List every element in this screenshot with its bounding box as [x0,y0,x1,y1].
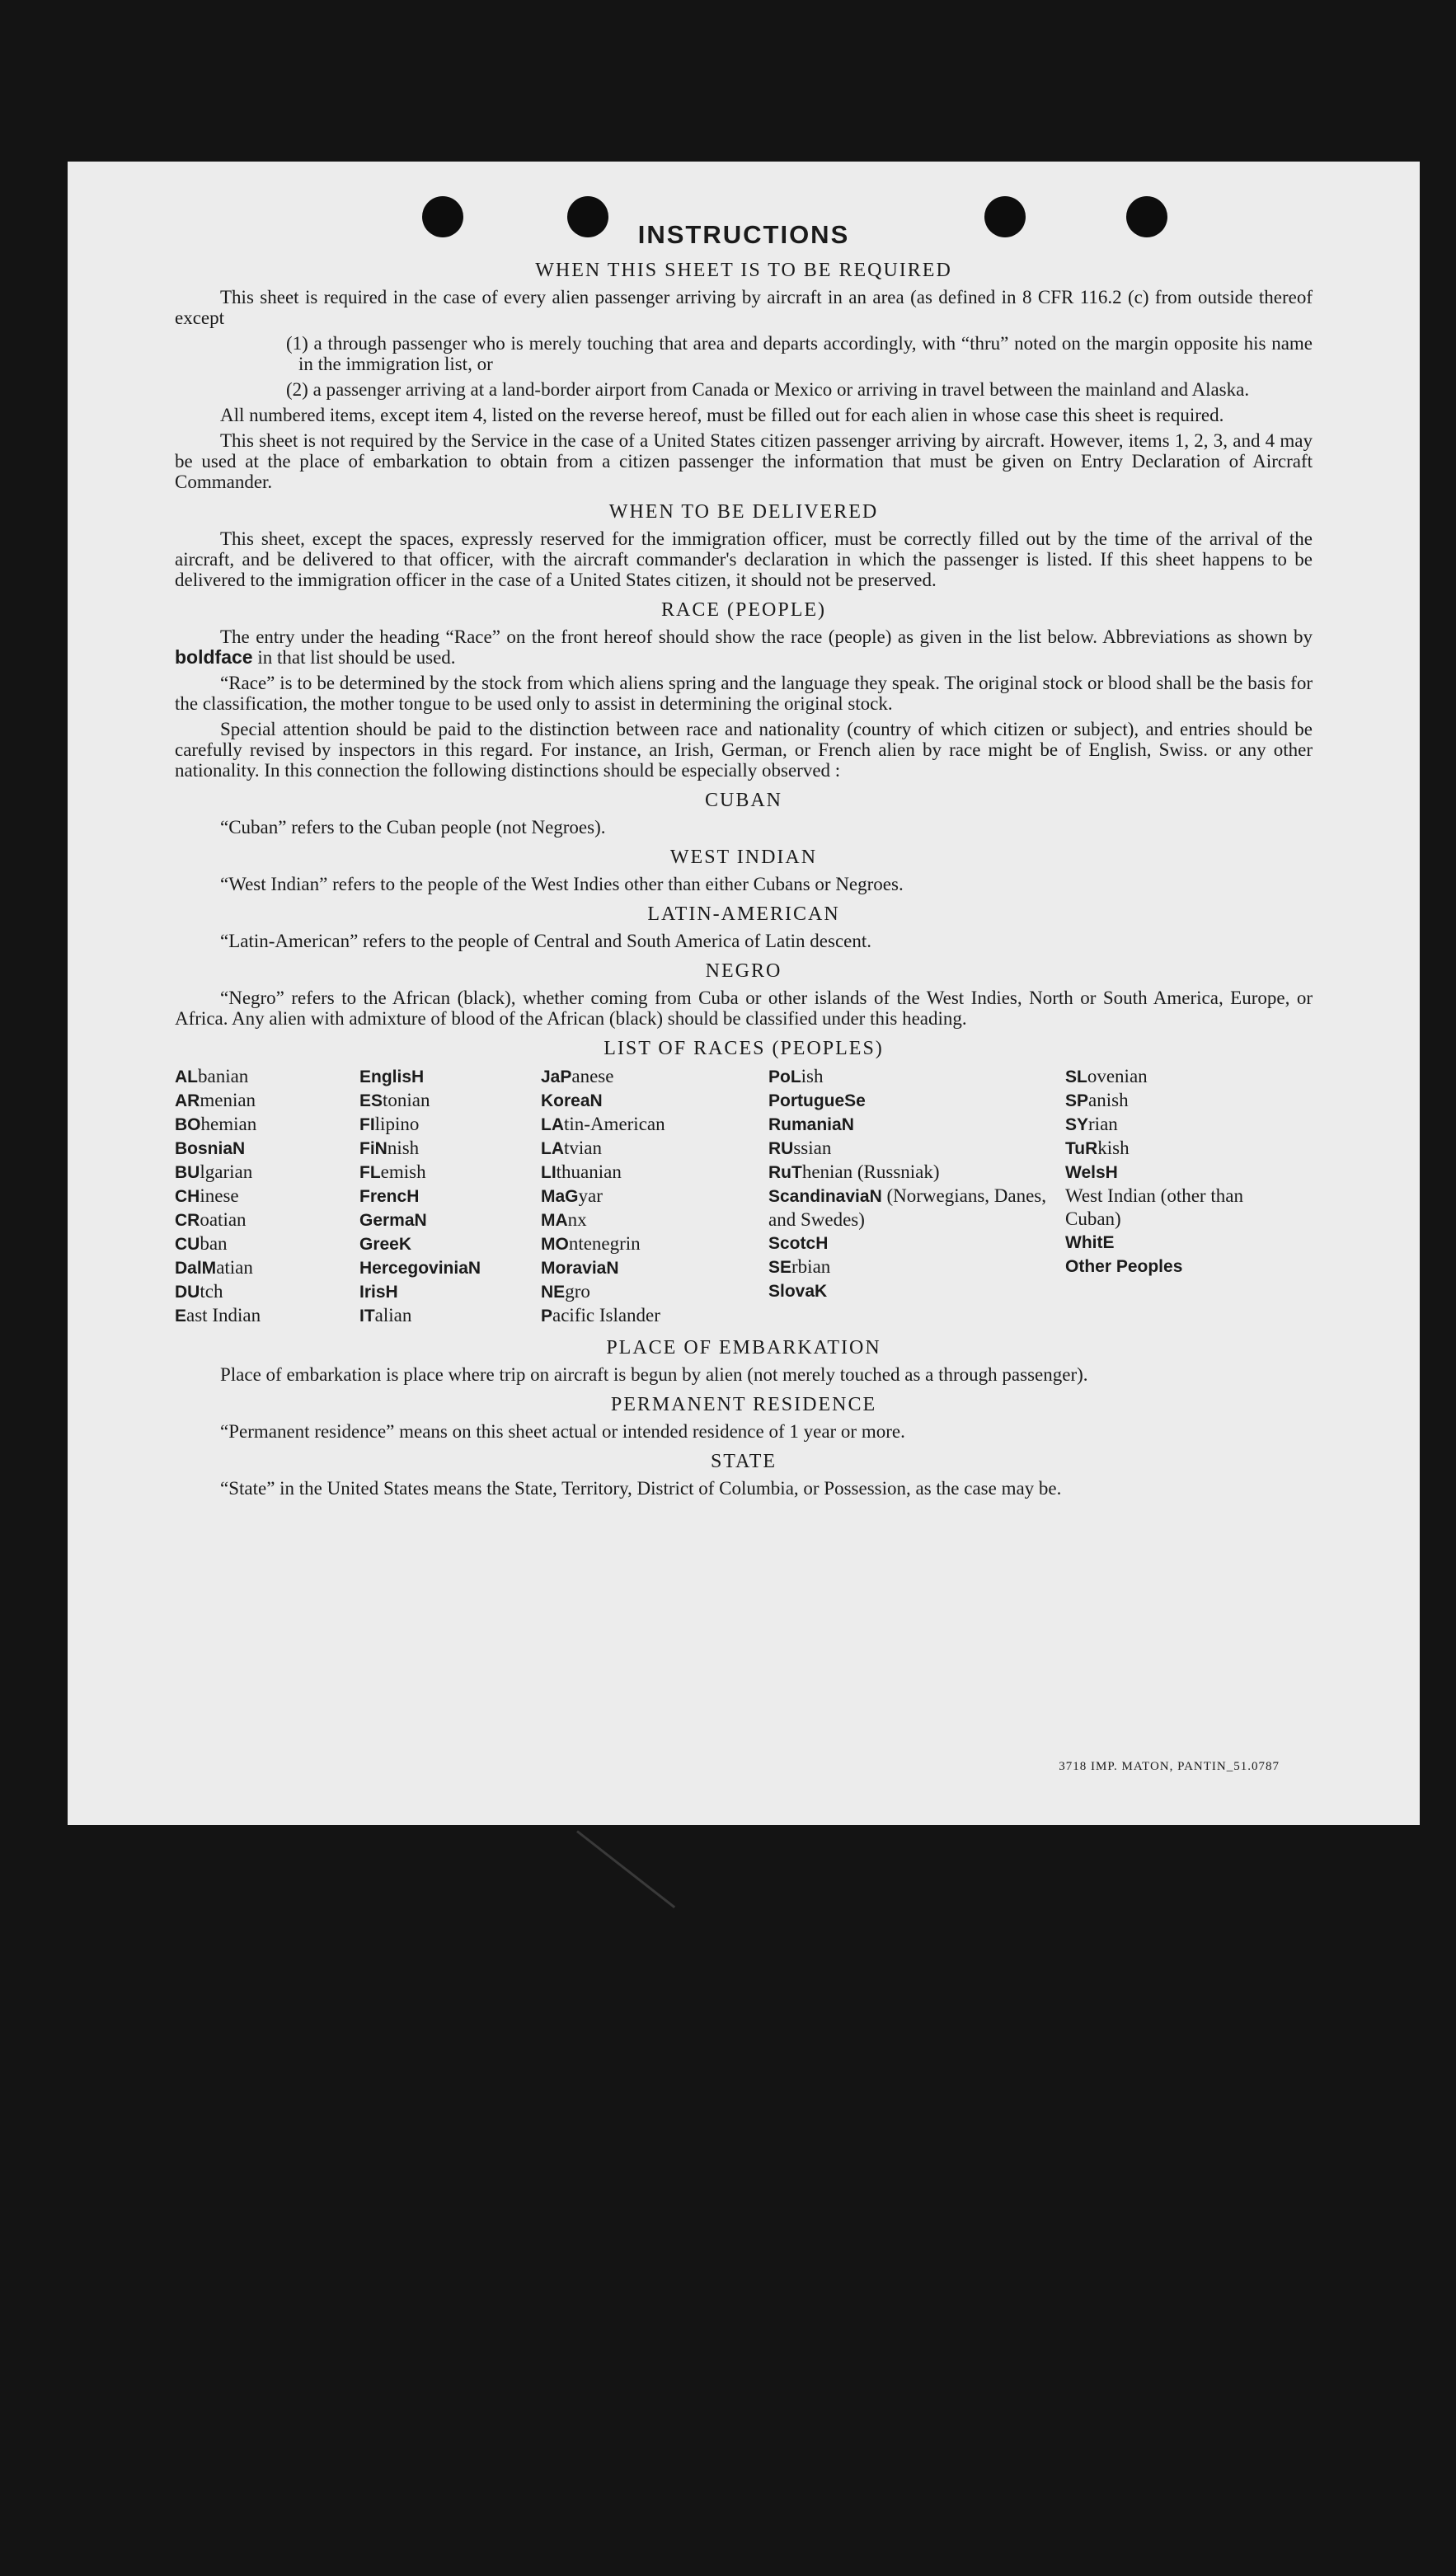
race-entry: JaPanese [541,1066,614,1086]
race-entry: HercegoviniaN [359,1259,481,1278]
race-entry: MoraviaN [541,1259,619,1278]
section-heading: PLACE OF EMBARKATION [606,1337,881,1358]
race-entry: EStonian [359,1090,430,1110]
race-entry: LIthuanian [541,1161,622,1182]
race-column [175,1065,359,1328]
boldface-term: boldface [175,646,253,668]
paragraph: This sheet is required in the case of every alien passenger arriving by aircraft in an area (as defined in 8 CFR 116.2 (c) from outside thereof except [175,287,1313,328]
paragraph: “Negro” refers to the African (black), whether coming from Cuba or other islands of the West Indies, North or South America, Europe, or Africa. Any alien with admixture of blood of the African (black) should be classified under this heading. [175,988,1313,1029]
race-entry: MOntenegrin [541,1233,641,1254]
instruction-sheet [68,162,1420,1825]
punch-hole [984,196,1026,237]
race-entry: IrisH [359,1283,398,1302]
race-entry: TuRkish [1065,1138,1130,1158]
section-heading: LIST OF RACES (PEOPLES) [604,1038,884,1059]
race-entry: ARmenian [175,1090,256,1110]
paragraph: “Permanent residence” means on this sheet actual or intended residence of 1 year or more. [220,1421,905,1442]
section-heading: LATIN-AMERICAN [647,903,840,925]
race-entry: FLemish [359,1161,426,1182]
paragraph: The entry under the heading “Race” on the front hereof should show the race (people) as given in the list below. Abbreviations as shown by boldface in that list should be used. [175,626,1313,668]
section-heading: PERMANENT RESIDENCE [610,1394,877,1415]
race-entry: BUlgarian [175,1161,253,1182]
race-entry: CUban [175,1233,228,1254]
race-column [541,1065,768,1328]
race-entry: GermaN [359,1211,427,1230]
race-entry: ITalian [359,1305,412,1326]
exception-clause: (1) a through passenger who is merely touching that area and departs accordingly, with “thru” noted on the margin opposite his name in the immigration list, or [286,333,1313,374]
race-entry: RumaniaN [768,1115,854,1134]
race-entry: PoLish [768,1066,824,1086]
race-entry: SlovaK [768,1282,828,1301]
film-scratch [576,1830,675,1908]
race-entry: West Indian (other than Cuban) [1065,1185,1243,1229]
paragraph: “State” in the United States means the State, Territory, District of Columbia, or Possession, as the case may be. [220,1478,1062,1499]
race-entry: GreeK [359,1235,412,1254]
paragraph: This sheet, except the spaces, expressly reserved for the immigration officer, must be correctly filled out by the time of the arrival of the aircraft, and be delivered to that officer, with the aircraft commander's declaration in which the passenger is listed. If this sheet happens to be delivered to the immigration officer in the case of a United States citizen, it should not be preserved. [175,528,1313,590]
section-heading: NEGRO [705,960,782,982]
race-entry: KoreaN [541,1091,603,1110]
paragraph: Place of embarkation is place where trip on aircraft is begun by alien (not merely touched as a through passenger). [220,1364,1088,1385]
section-heading: WHEN THIS SHEET IS TO BE REQUIRED [535,260,952,281]
punch-hole [1126,196,1167,237]
race-entry: WhitE [1065,1233,1115,1252]
exception-clause: (2) a passenger arriving at a land-border airport from Canada or Mexico or arriving in travel between the mainland and Alaska. [286,379,1250,400]
paragraph: “Cuban” refers to the Cuban people (not Negroes). [220,817,606,838]
section-heading: WEST INDIAN [669,847,818,868]
race-entry: BosniaN [175,1139,246,1158]
section-heading: CUBAN [704,790,782,811]
race-entry: FIlipino [359,1114,420,1134]
race-entry: MAnx [541,1209,587,1230]
race-entry: ALbanian [175,1066,249,1086]
race-column [359,1065,541,1328]
race-entry: SErbian [768,1256,831,1277]
race-entry: CHinese [175,1185,239,1206]
race-entry: SPanish [1065,1090,1129,1110]
race-entry: MaGyar [541,1185,603,1206]
race-entry: BOhemian [175,1114,257,1134]
print-code: 3718 IMP. MATON, PANTIN_51.0787 [1059,1760,1280,1773]
race-entry: FiNnish [359,1138,420,1158]
race-entry: NEgro [541,1281,590,1302]
race-entry: WelsH [1065,1163,1118,1182]
paragraph: This sheet is not required by the Service in the case of a United States citizen passenger arriving by aircraft. However, items 1, 2, 3, and 4 may be used at the place of embarkation to obtain from a citizen passenger the information that must be given on Entry Declaration of Aircraft Commander. [175,430,1313,492]
race-entry: RuThenian (Russniak) [768,1161,940,1182]
section-heading: STATE [710,1451,777,1472]
punch-hole [567,196,608,237]
race-entry: EnglisH [359,1067,425,1086]
page-title: INSTRUCTIONS [637,220,850,249]
section-heading: RACE (PEOPLE) [661,599,826,621]
race-entry: FrencH [359,1187,420,1206]
paragraph: “West Indian” refers to the people of the West Indies other than either Cubans or Negroes. [220,874,904,894]
race-entry: East Indian [175,1305,261,1326]
race-column [1065,1065,1263,1328]
race-entry: SYrian [1065,1114,1118,1134]
race-list [175,1065,1313,1328]
race-entry: CRoatian [175,1209,247,1230]
race-entry: LAtin-American [541,1114,665,1134]
paragraph: All numbered items, except item 4, listed on the reverse hereof, must be filled out for each alien in whose case this sheet is required. [220,405,1224,425]
paragraph: “Race” is to be determined by the stock from which aliens spring and the language they speak. The original stock or blood shall be the basis for the classification, the mother tongue to be used only to assist in determining the original stock. [175,673,1313,714]
race-entry: RUssian [768,1138,832,1158]
race-entry: Pacific Islander [541,1305,660,1326]
paragraph: Special attention should be paid to the distinction between race and nationality (country of which citizen or subject), and entries should be carefully revised by inspectors in this regard. For instance, an Irish, German, or French alien by race might be of English, Swiss. or any other nationality. In this connection the following distinctions should be especially observed : [175,719,1313,781]
race-column [768,1065,1065,1328]
race-entry: DUtch [175,1281,223,1302]
race-entry: SLovenian [1065,1066,1148,1086]
race-entry: LAtvian [541,1138,602,1158]
race-entry: ScotcH [768,1234,829,1253]
punch-hole [422,196,463,237]
race-entry: Other Peoples [1065,1257,1183,1276]
race-entry: DalMatian [175,1257,253,1278]
paragraph: “Latin-American” refers to the people of Central and South America of Latin descent. [220,931,871,951]
section-heading: WHEN TO BE DELIVERED [608,501,879,523]
race-entry: ScandinaviaN (Norwegians, Danes, and Swedes) [768,1185,1047,1230]
race-entry: PortugueSe [768,1091,866,1110]
